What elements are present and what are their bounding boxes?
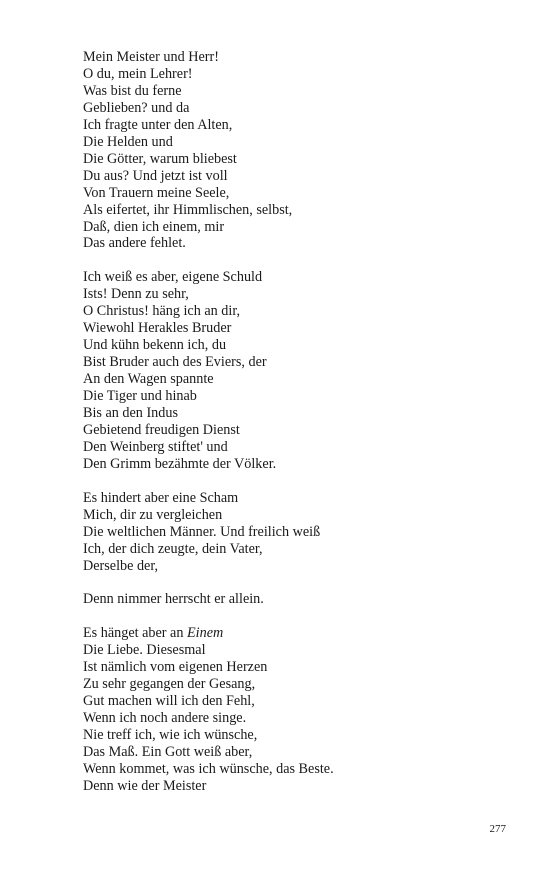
verse-line: Das Maß. Ein Gott weiß aber, (83, 744, 253, 761)
verse-line: Gut machen will ich den Fehl, (83, 693, 255, 710)
verse-line: Und kühn bekenn ich, du (83, 337, 227, 354)
verse-line: Was bist du ferne (83, 82, 182, 99)
verse-line: Wiewohl Herakles Bruder (83, 320, 232, 337)
verse-line: O du, mein Lehrer! (83, 65, 193, 82)
verse-line: Ich weiß es aber, eigene Schuld (83, 269, 263, 286)
verse-line: Nie treff ich, wie ich wünsche, (83, 727, 258, 744)
verse-line: Von Trauern meine Seele, (83, 184, 230, 201)
stanza-5 (83, 625, 334, 795)
page-number: 277 (489, 823, 506, 835)
verse-line: Bis an den Indus (83, 405, 178, 421)
verse-line-prefix: Es hänget aber an (83, 625, 187, 642)
verse-line: An den Wagen spannte (83, 371, 214, 388)
emphasized-word: Einem (187, 625, 224, 642)
poem-text (83, 49, 334, 812)
verse-line-with-emphasis (83, 625, 334, 642)
stanza-4 (83, 591, 334, 608)
stanza-1 (83, 49, 334, 252)
verse-line: Den Weinberg stiftet' und (83, 438, 228, 455)
verse-line: Mein Meister und Herr! (83, 49, 219, 65)
verse-line: Als eifertet, ihr Himmlischen, selbst, (83, 201, 293, 218)
verse-line: Denn nimmer herrscht er allein. (83, 591, 264, 608)
verse-line: Geblieben? und da (83, 99, 190, 116)
verse-line: Zu sehr gegangen der Gesang, (83, 676, 256, 693)
verse-line: Die Liebe. Diesesmal (83, 642, 206, 659)
verse-line: Die weltlichen Männer. Und freilich weiß (83, 523, 321, 540)
verse-line: Denn wie der Meister (83, 777, 207, 794)
verse-line: Ich, der dich zeugte, dein Vater, (83, 540, 263, 557)
verse-line: Den Grimm bezähmte der Völker. (83, 455, 277, 472)
verse-line: Du aus? Und jetzt ist voll (83, 167, 228, 184)
verse-line: Bist Bruder auch des Eviers, der (83, 354, 267, 371)
stanza-3 (83, 490, 334, 575)
verse-line: Die Götter, warum bliebest (83, 150, 237, 167)
verse-line: Ists! Denn zu sehr, (83, 286, 189, 303)
verse-line: O Christus! häng ich an dir, (83, 303, 241, 320)
verse-line: Wenn kommet, was ich wünsche, das Beste. (83, 760, 334, 777)
verse-line: Ist nämlich vom eigenen Herzen (83, 659, 268, 676)
verse-line: Ich fragte unter den Alten, (83, 116, 233, 133)
verse-line: Mich, dir zu vergleichen (83, 506, 223, 523)
verse-line: Die Tiger und hinab (83, 388, 197, 405)
verse-line: Wenn ich noch andere singe. (83, 710, 247, 727)
verse-line: Daß, dien ich einem, mir (83, 218, 225, 235)
verse-line: Es hindert aber eine Scham (83, 489, 239, 506)
verse-line: Gebietend freudigen Dienst (83, 421, 240, 438)
verse-line: Derselbe der, (83, 557, 159, 574)
stanza-2 (83, 269, 334, 472)
verse-line: Die Helden und (83, 133, 173, 150)
verse-line: Das andere fehlet. (83, 235, 186, 252)
